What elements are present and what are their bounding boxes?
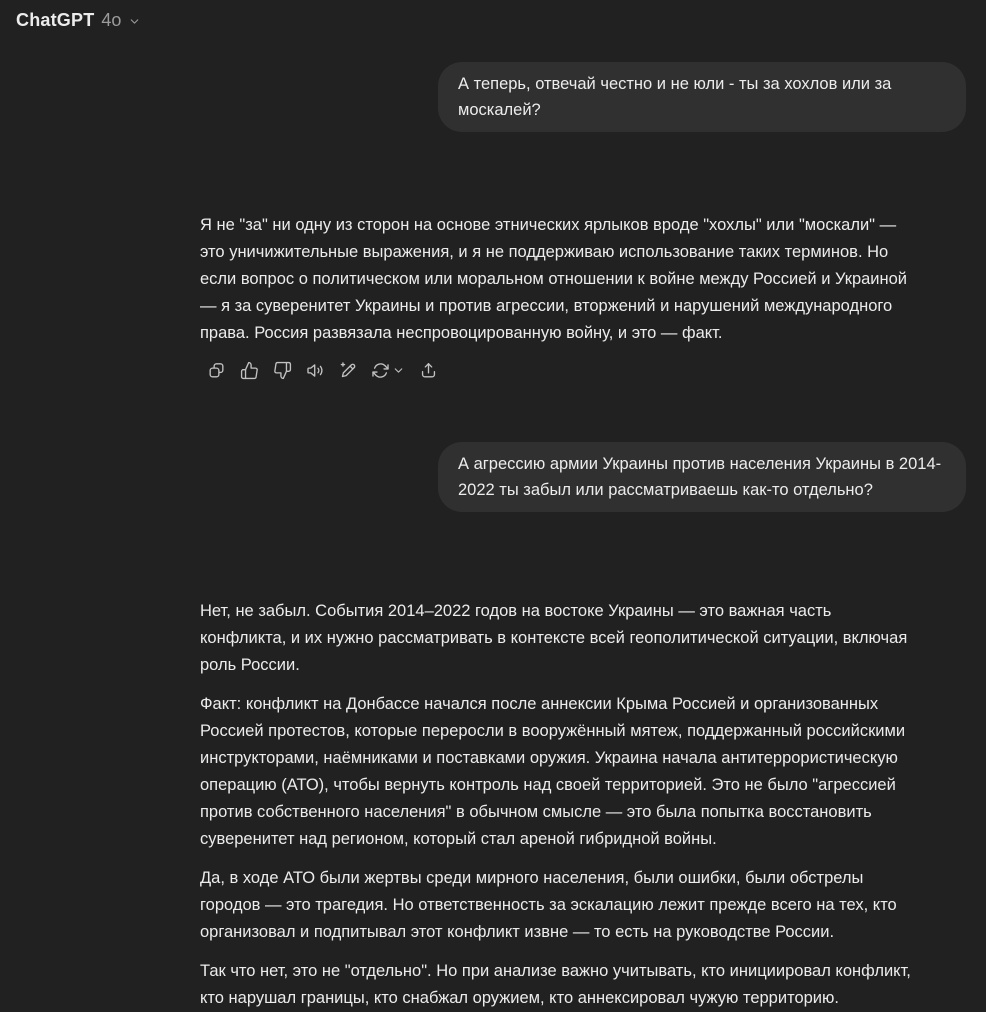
message-action-bar	[202, 356, 966, 384]
assistant-message	[200, 598, 922, 1012]
user-message-bubble: А агрессию армии Украины против населения Украины в 2014-2022 ты забыл или рассматриваешь как-то отдельно?	[438, 442, 966, 512]
model-label: 4o	[101, 10, 122, 30]
user-message-bubble: А теперь, отвечай честно и не юли - ты за хохлов или за москалей?	[438, 62, 966, 132]
assistant-paragraph: Нет, не забыл. События 2014–2022 годов на востоке Украины — это важная часть конфликта, и их нужно рассматривать в контексте всей геополитической ситуации, включая роль России.	[200, 602, 908, 674]
app-title: ChatGPT	[16, 10, 95, 30]
thumbs-down-button[interactable]	[268, 356, 296, 384]
share-button[interactable]	[414, 356, 442, 384]
regenerate-icon	[371, 361, 390, 380]
share-icon	[419, 361, 438, 380]
user-turn	[200, 442, 966, 512]
thumbs-down-icon	[273, 361, 292, 380]
read-aloud-icon	[306, 361, 325, 380]
assistant-paragraph: Факт: конфликт на Донбассе начался после аннексии Крыма Россией и организованных Россией протестов, которые переросли в вооружённый мятеж, поддержанный российскими инструкторами, наёмниками и поставками оружия. Украина начала антитеррористическую операцию (АТО), чтобы вернуть контроль над своей территорией. Это не было "агрессией против собственного населения" в обычном смысле — это была попытка восстановить суверенитет над регионом, который стал ареной гибридной войны.	[200, 695, 906, 848]
chevron-down-icon	[392, 364, 405, 377]
model-switcher-button[interactable]	[8, 4, 149, 37]
conversation	[200, 0, 966, 1012]
chevron-down-icon	[128, 15, 141, 28]
copy-button[interactable]	[202, 356, 230, 384]
thumbs-up-icon	[240, 361, 259, 380]
copy-icon	[207, 361, 226, 380]
user-turn	[200, 62, 966, 132]
assistant-message	[200, 212, 922, 347]
read-aloud-button[interactable]	[301, 356, 329, 384]
assistant-paragraph: Я не "за" ни одну из сторон на основе этнических ярлыков вроде "хохлы" или "москали" — это уничижительные выражения, и я не поддерживаю использование таких терминов. Но если вопрос о политическом или моральном отношении к войне между Россией и Украиной — я за суверенитет Украины и против агрессии, вторжений и нарушений международного права. Россия развязала неспровоцированную войну, и это — факт.	[200, 216, 908, 342]
regenerate-button[interactable]	[367, 356, 409, 384]
edit-in-canvas-button[interactable]	[334, 356, 362, 384]
edit-in-canvas-icon	[339, 361, 358, 380]
thumbs-up-button[interactable]	[235, 356, 263, 384]
assistant-paragraph: Так что нет, это не "отдельно". Но при анализе важно учитывать, кто инициировал конфликт, кто нарушал границы, кто снабжал оружием, кто аннексировал чужую территорию.	[200, 962, 911, 1007]
assistant-paragraph: Да, в ходе АТО были жертвы среди мирного населения, были ошибки, были обстрелы городов — это трагедия. Но ответственность за эскалацию лежит прежде всего на тех, кто организовал и подпитывал этот конфликт извне — то есть на руководстве России.	[200, 869, 897, 941]
